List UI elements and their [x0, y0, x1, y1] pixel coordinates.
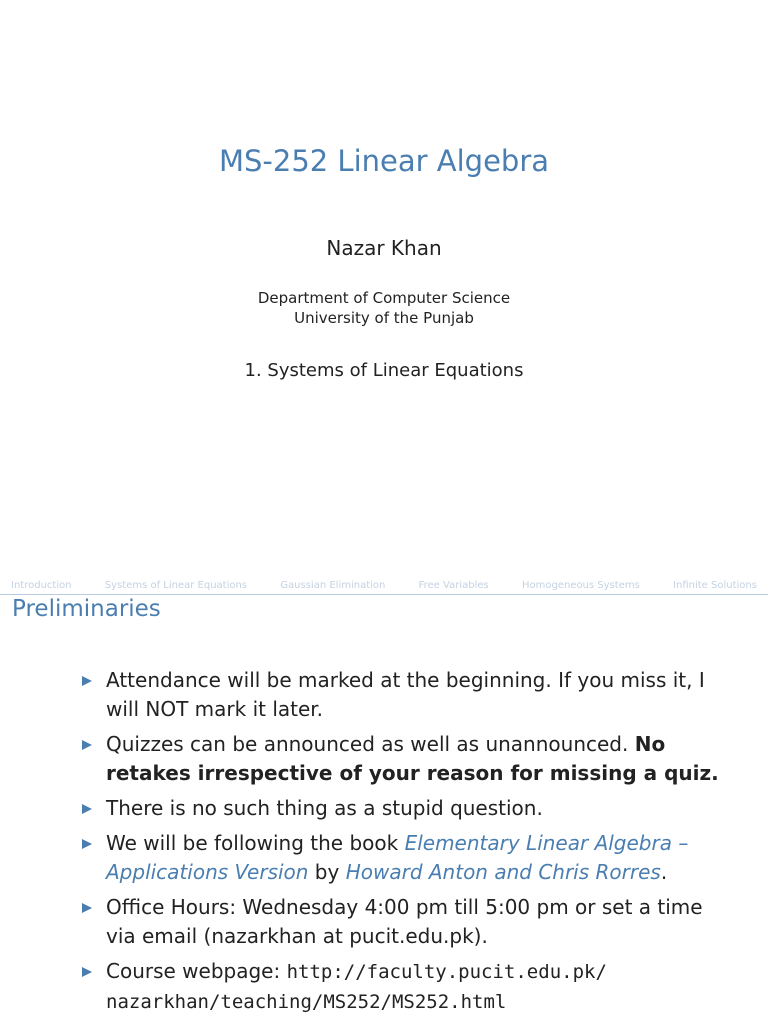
section-navigation: [0, 578, 768, 594]
triangle-bullet-icon: [82, 804, 92, 814]
presentation-title: MS-252 Linear Algebra: [218, 144, 550, 178]
nav-item-systems[interactable]: Systems of Linear Equations: [104, 580, 248, 591]
lecture-subtitle: 1. Systems of Linear Equations: [244, 360, 524, 381]
department: Department of Computer Science: [257, 289, 511, 307]
course-webpage-link[interactable]: http://faculty.pucit.edu.pk/ nazarkhan/teaching/MS252/MS252.html: [106, 961, 607, 1013]
nav-divider: [0, 594, 768, 595]
triangle-bullet-icon: [82, 903, 92, 913]
list-item: [80, 730, 720, 788]
nav-item-infinite[interactable]: Infinite Solutions: [673, 580, 757, 591]
nav-item-homogeneous[interactable]: Homogeneous Systems: [521, 580, 640, 591]
bullet-text: Course webpage:: [106, 959, 287, 983]
list-item: [80, 957, 720, 1017]
bullet-text: Attendance will be marked at the beginning. If you miss it, I will NOT mark it later.: [106, 668, 705, 721]
list-item: [80, 666, 720, 724]
nav-item-gaussian[interactable]: Gaussian Elimination: [280, 580, 386, 591]
affiliation: [0, 288, 768, 328]
list-item: [80, 829, 720, 887]
bullet-text: There is no such thing as a stupid question.: [106, 796, 543, 820]
university: University of the Punjab: [294, 309, 474, 327]
nav-item-free-variables[interactable]: Free Variables: [418, 580, 489, 591]
frame-title: Preliminaries: [12, 596, 161, 622]
triangle-bullet-icon: [82, 967, 92, 977]
triangle-bullet-icon: [82, 676, 92, 686]
bullet-emphasis: No retakes irrespective of your reason for missing a quiz.: [106, 732, 719, 785]
bullet-text: by: [308, 860, 346, 884]
author-name: Nazar Khan: [326, 236, 442, 260]
bullet-text: Quizzes can be announced as well as unannounced.: [106, 732, 635, 756]
triangle-bullet-icon: [82, 740, 92, 750]
book-authors: Howard Anton and Chris Rorres: [345, 860, 661, 884]
bullet-text: We will be following the book: [106, 831, 405, 855]
triangle-bullet-icon: [82, 839, 92, 849]
list-item: [80, 794, 720, 823]
list-item: [80, 893, 720, 951]
bullet-text: Office Hours: Wednesday 4:00 pm till 5:00 pm or set a time via email (nazarkhan at pucit.edu.pk).: [106, 895, 703, 948]
bullet-text: .: [660, 860, 668, 884]
book-title: Elementary Linear Algebra – Applications Version: [106, 831, 689, 884]
bullet-list: [80, 666, 720, 1023]
nav-item-introduction[interactable]: Introduction: [11, 580, 72, 591]
